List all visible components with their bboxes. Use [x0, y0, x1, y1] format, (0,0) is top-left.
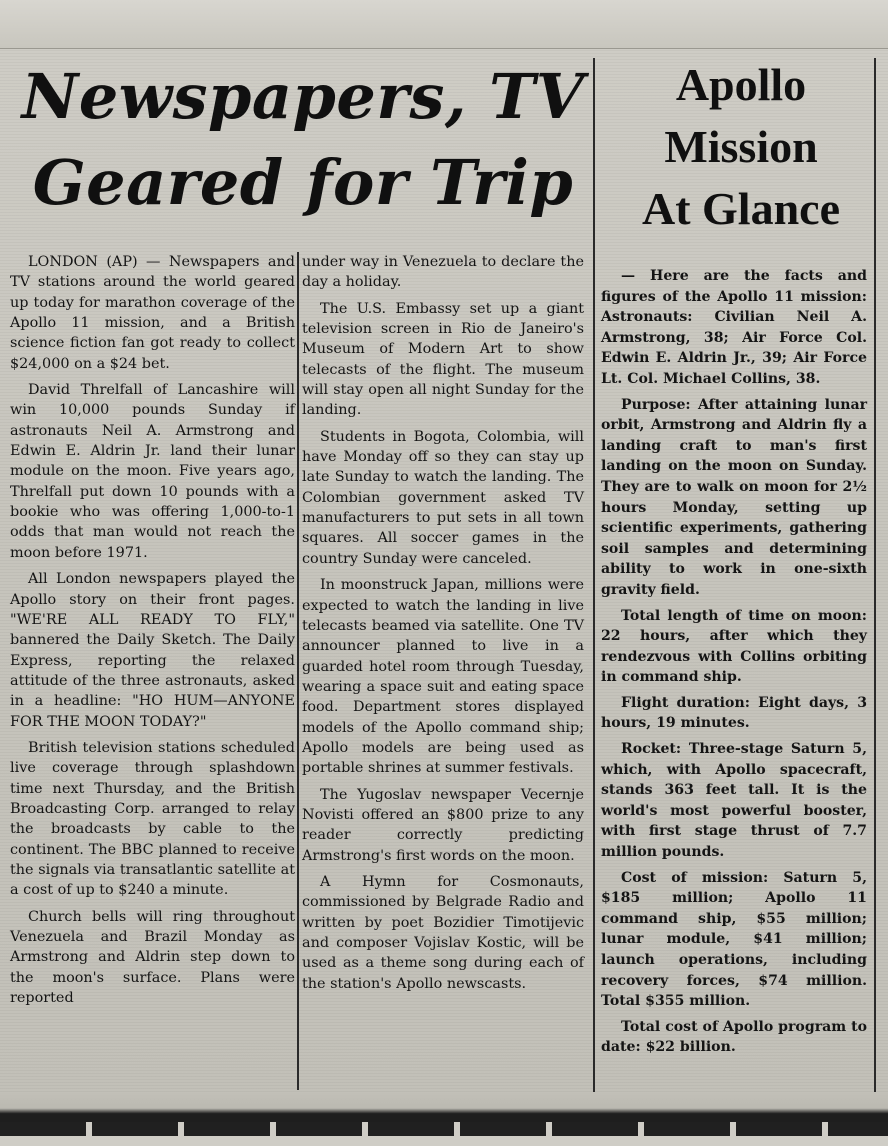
- paragraph: A Hymn for Cosmonauts, commissioned by Belgrade Radio and written by poet Bozidier Timotijevic and composer Vojislav Kostic, will be used as a theme song during each of the station's Apollo newscasts.: [302, 873, 584, 992]
- paragraph: under way in Venezuela to declare the day a holiday.: [302, 254, 584, 291]
- paragraph: Rocket: Three-stage Saturn 5, which, with Apollo spacecraft, stands 363 feet tall. It is the world's most powerful booster, with first stage thrust of 7.7 million pounds.: [601, 741, 867, 861]
- paragraph: Purpose: After attaining lunar orbit, Armstrong and Aldrin fly a landing craft to man's first landing on the moon on Sunday. They are to walk on moon for 2½ hours Monday, setting up scientific experiments, gathering soil samples and determining ability to work in one-sixth gravity field.: [601, 396, 867, 598]
- headline-line-2: Geared for Trip: [32, 146, 574, 219]
- bottom-rule: [0, 1122, 888, 1136]
- column-rule-middle: [593, 58, 595, 1092]
- bottom-edge: [0, 1092, 888, 1146]
- sidebar-headline-line-2: Mission: [664, 121, 818, 172]
- main-headline: [14, 54, 592, 226]
- paragraph: The Yugoslav newspaper Vecernje Novisti offered an $800 prize to any reader correctly predicting Armstrong's first words on the moon.: [302, 786, 584, 864]
- paragraph: Church bells will ring throughout Venezuela and Brazil Monday as Armstrong and Aldrin step down to the moon's surface. Plans were reported: [10, 908, 295, 1007]
- paragraph: Flight duration: Eight days, 3 hours, 19 minutes.: [601, 694, 867, 732]
- headline-line-1: Newspapers, TV: [21, 60, 585, 133]
- paragraph: Total length of time on moon: 22 hours, after which they rendezvous with Collins orbiting in command ship.: [601, 607, 867, 686]
- column-rule-left: [297, 252, 299, 1090]
- paragraph: LONDON (AP) — Newspapers and TV stations around the world geared up today for marathon coverage of the Apollo 11 mission, and a British science fiction fan got ready to collect $24,000 on a $24 bet.: [10, 254, 295, 372]
- paragraph: Cost of mission: Saturn 5, $185 million; Apollo 11 command ship, $55 million; lunar module, $41 million; launch operations, including recovery forces, $74 million. Total $355 million.: [601, 869, 867, 1010]
- sidebar-headline: [600, 54, 882, 240]
- sidebar-facts-column: [601, 266, 867, 1063]
- column-rule-right: [874, 58, 876, 1092]
- sidebar-headline-line-1: Apollo: [675, 59, 807, 110]
- article-column-1: [10, 252, 295, 1014]
- paragraph: The U.S. Embassy set up a giant television screen in Rio de Janeiro's Museum of Modern Art to show telecasts of the flight. The museum will stay open all night Sunday for the landing.: [302, 300, 584, 419]
- sidebar-headline-line-3: At Glance: [641, 183, 840, 234]
- torn-top-edge: [0, 0, 888, 49]
- paragraph: Total cost of Apollo program to date: $22 billion.: [601, 1018, 867, 1056]
- paragraph: Students in Bogota, Colombia, will have Monday off so they can stay up late Sunday to watch the landing. The Colombian government asked TV manufacturers to put sets in all town squares. All soccer games in the country Sunday were canceled.: [302, 428, 584, 567]
- paragraph: British television stations scheduled live coverage through splashdown time next Thursday, and the British Broadcasting Corp. arranged to relay the broadcasts by cable to the continent. The BBC planned to receive the signals via transatlantic satellite at a cost of up to $240 a minute.: [10, 739, 295, 899]
- article-column-2: [302, 252, 584, 1000]
- paragraph: All London newspapers played the Apollo story on their front pages. "WE'RE ALL READY TO FLY," bannered the Daily Sketch. The Daily Express, reporting the relaxed attitude of the three astronauts, asked in a headline: "HO HUM—ANYONE FOR THE MOON TODAY?": [10, 571, 295, 730]
- paragraph: In moonstruck Japan, millions were expected to watch the landing in live telecasts beamed via satellite. One TV announcer planned to live in a guarded hotel room through Tuesday, wearing a space suit and eating space food. Department stores displayed models of the Apollo command ship; Apollo models are being used as portable shrines at summer festivals.: [302, 577, 584, 777]
- paragraph: — Here are the facts and figures of the Apollo 11 mission: Astronauts: Civilian Neil A. Armstrong, 38; Air Force Col. Edwin E. Aldrin Jr., 39; Air Force Lt. Col. Michael Collins, 38.: [601, 268, 867, 387]
- paragraph: David Threlfall of Lancashire will win 10,000 pounds Sunday if astronauts Neil A. Armstrong and Edwin E. Aldrin Jr. land their lunar module on the moon. Five years ago, Threlfall put down 10 pounds with a bookie who was offering 1,000-to-1 odds that man would not reach the moon before 1971.: [10, 382, 295, 561]
